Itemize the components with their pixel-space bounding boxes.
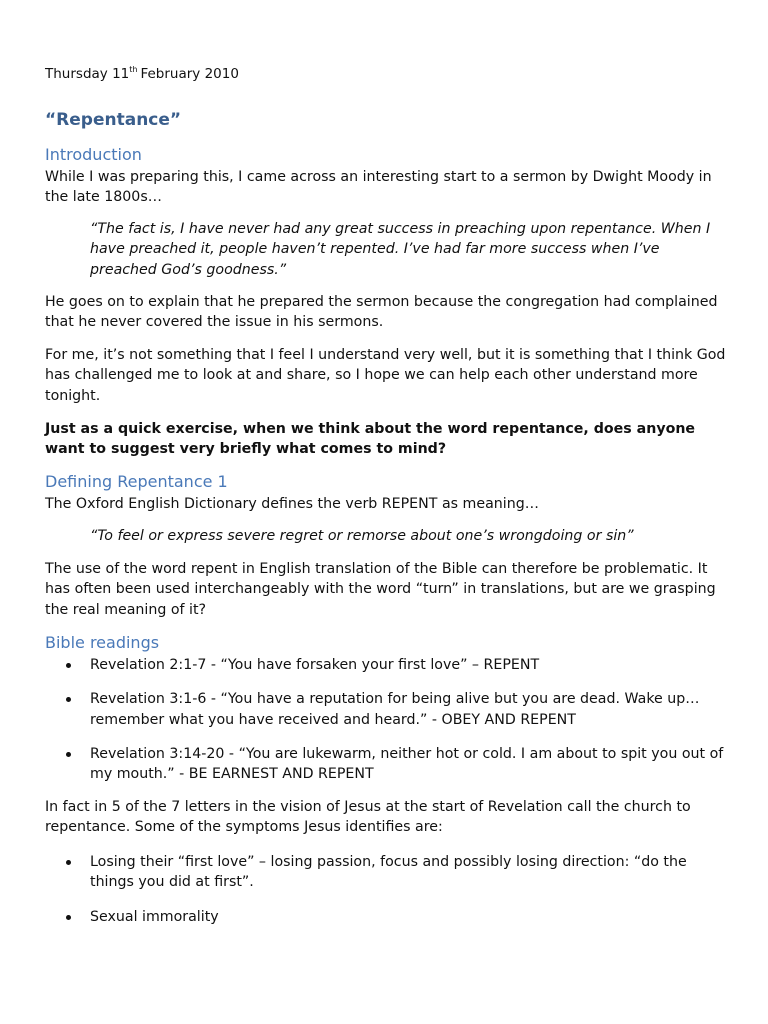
symptoms-list xyxy=(45,852,735,941)
heading-defining-repentance: Defining Repentance 1 xyxy=(45,472,228,491)
list-item: Sexual immorality xyxy=(45,907,735,927)
intro-quote: “The fact is, I have never had any great success in preaching upon repentance. When I have preached it, people haven’t repented. I’ve had far more success when I’ve preached God’s goodness.” xyxy=(90,221,711,278)
readings-paragraph: In fact in 5 of the 7 letters in the vision of Jesus at the start of Revelation call the church to repentance. Some of the symptoms Jesus identifies are: xyxy=(45,799,691,836)
list-item: Revelation 3:14-20 - “You are lukewarm, neither hot or cold. I am about to spit you out of my mouth.” - BE EARNEST AND REPENT xyxy=(45,744,735,785)
date-ordinal: th xyxy=(129,65,138,74)
intro-paragraph-1: While I was preparing this, I came across an interesting start to a sermon by Dwight Moody in the late 1800s… xyxy=(45,169,712,206)
page-title: “Repentance” xyxy=(45,110,182,130)
defining-quote: “To feel or express severe regret or remorse about one’s wrongdoing or sin” xyxy=(90,528,634,544)
heading-bible-readings: Bible readings xyxy=(45,633,160,652)
exercise-question: Just as a quick exercise, when we think about the word repentance, does anyone want to suggest very briefly what comes to mind? xyxy=(45,421,696,458)
list-item: Revelation 2:1-7 - “You have forsaken your first love” – REPENT xyxy=(45,655,735,675)
defining-paragraph-2: The use of the word repent in English translation of the Bible can therefore be problematic. It has often been used interchangeably with the word “turn” in translations, but are we grasping the real meaning of it? xyxy=(45,561,716,618)
list-item: Revelation 3:1-6 - “You have a reputation for being alive but you are dead. Wake up…remember what you have received and heard.” - OBEY AND REPENT xyxy=(45,689,735,730)
list-item: Losing their “first love” – losing passion, focus and possibly losing direction: “do the things you did at first”. xyxy=(45,852,735,893)
intro-paragraph-3: For me, it’s not something that I feel I understand very well, but it is something that I think God has challenged me to look at and share, so I hope we can help each other understand more tonight. xyxy=(45,347,726,404)
intro-paragraph-2: He goes on to explain that he prepared the sermon because the congregation had complained that he never covered the issue in his sermons. xyxy=(45,294,718,331)
date-rest: February 2010 xyxy=(140,66,239,82)
readings-list xyxy=(45,655,735,798)
date-line xyxy=(45,60,239,84)
defining-paragraph-1: The Oxford English Dictionary defines the verb REPENT as meaning… xyxy=(45,496,539,512)
date-weekday: Thursday 11 xyxy=(45,66,130,82)
heading-introduction: Introduction xyxy=(45,145,142,164)
